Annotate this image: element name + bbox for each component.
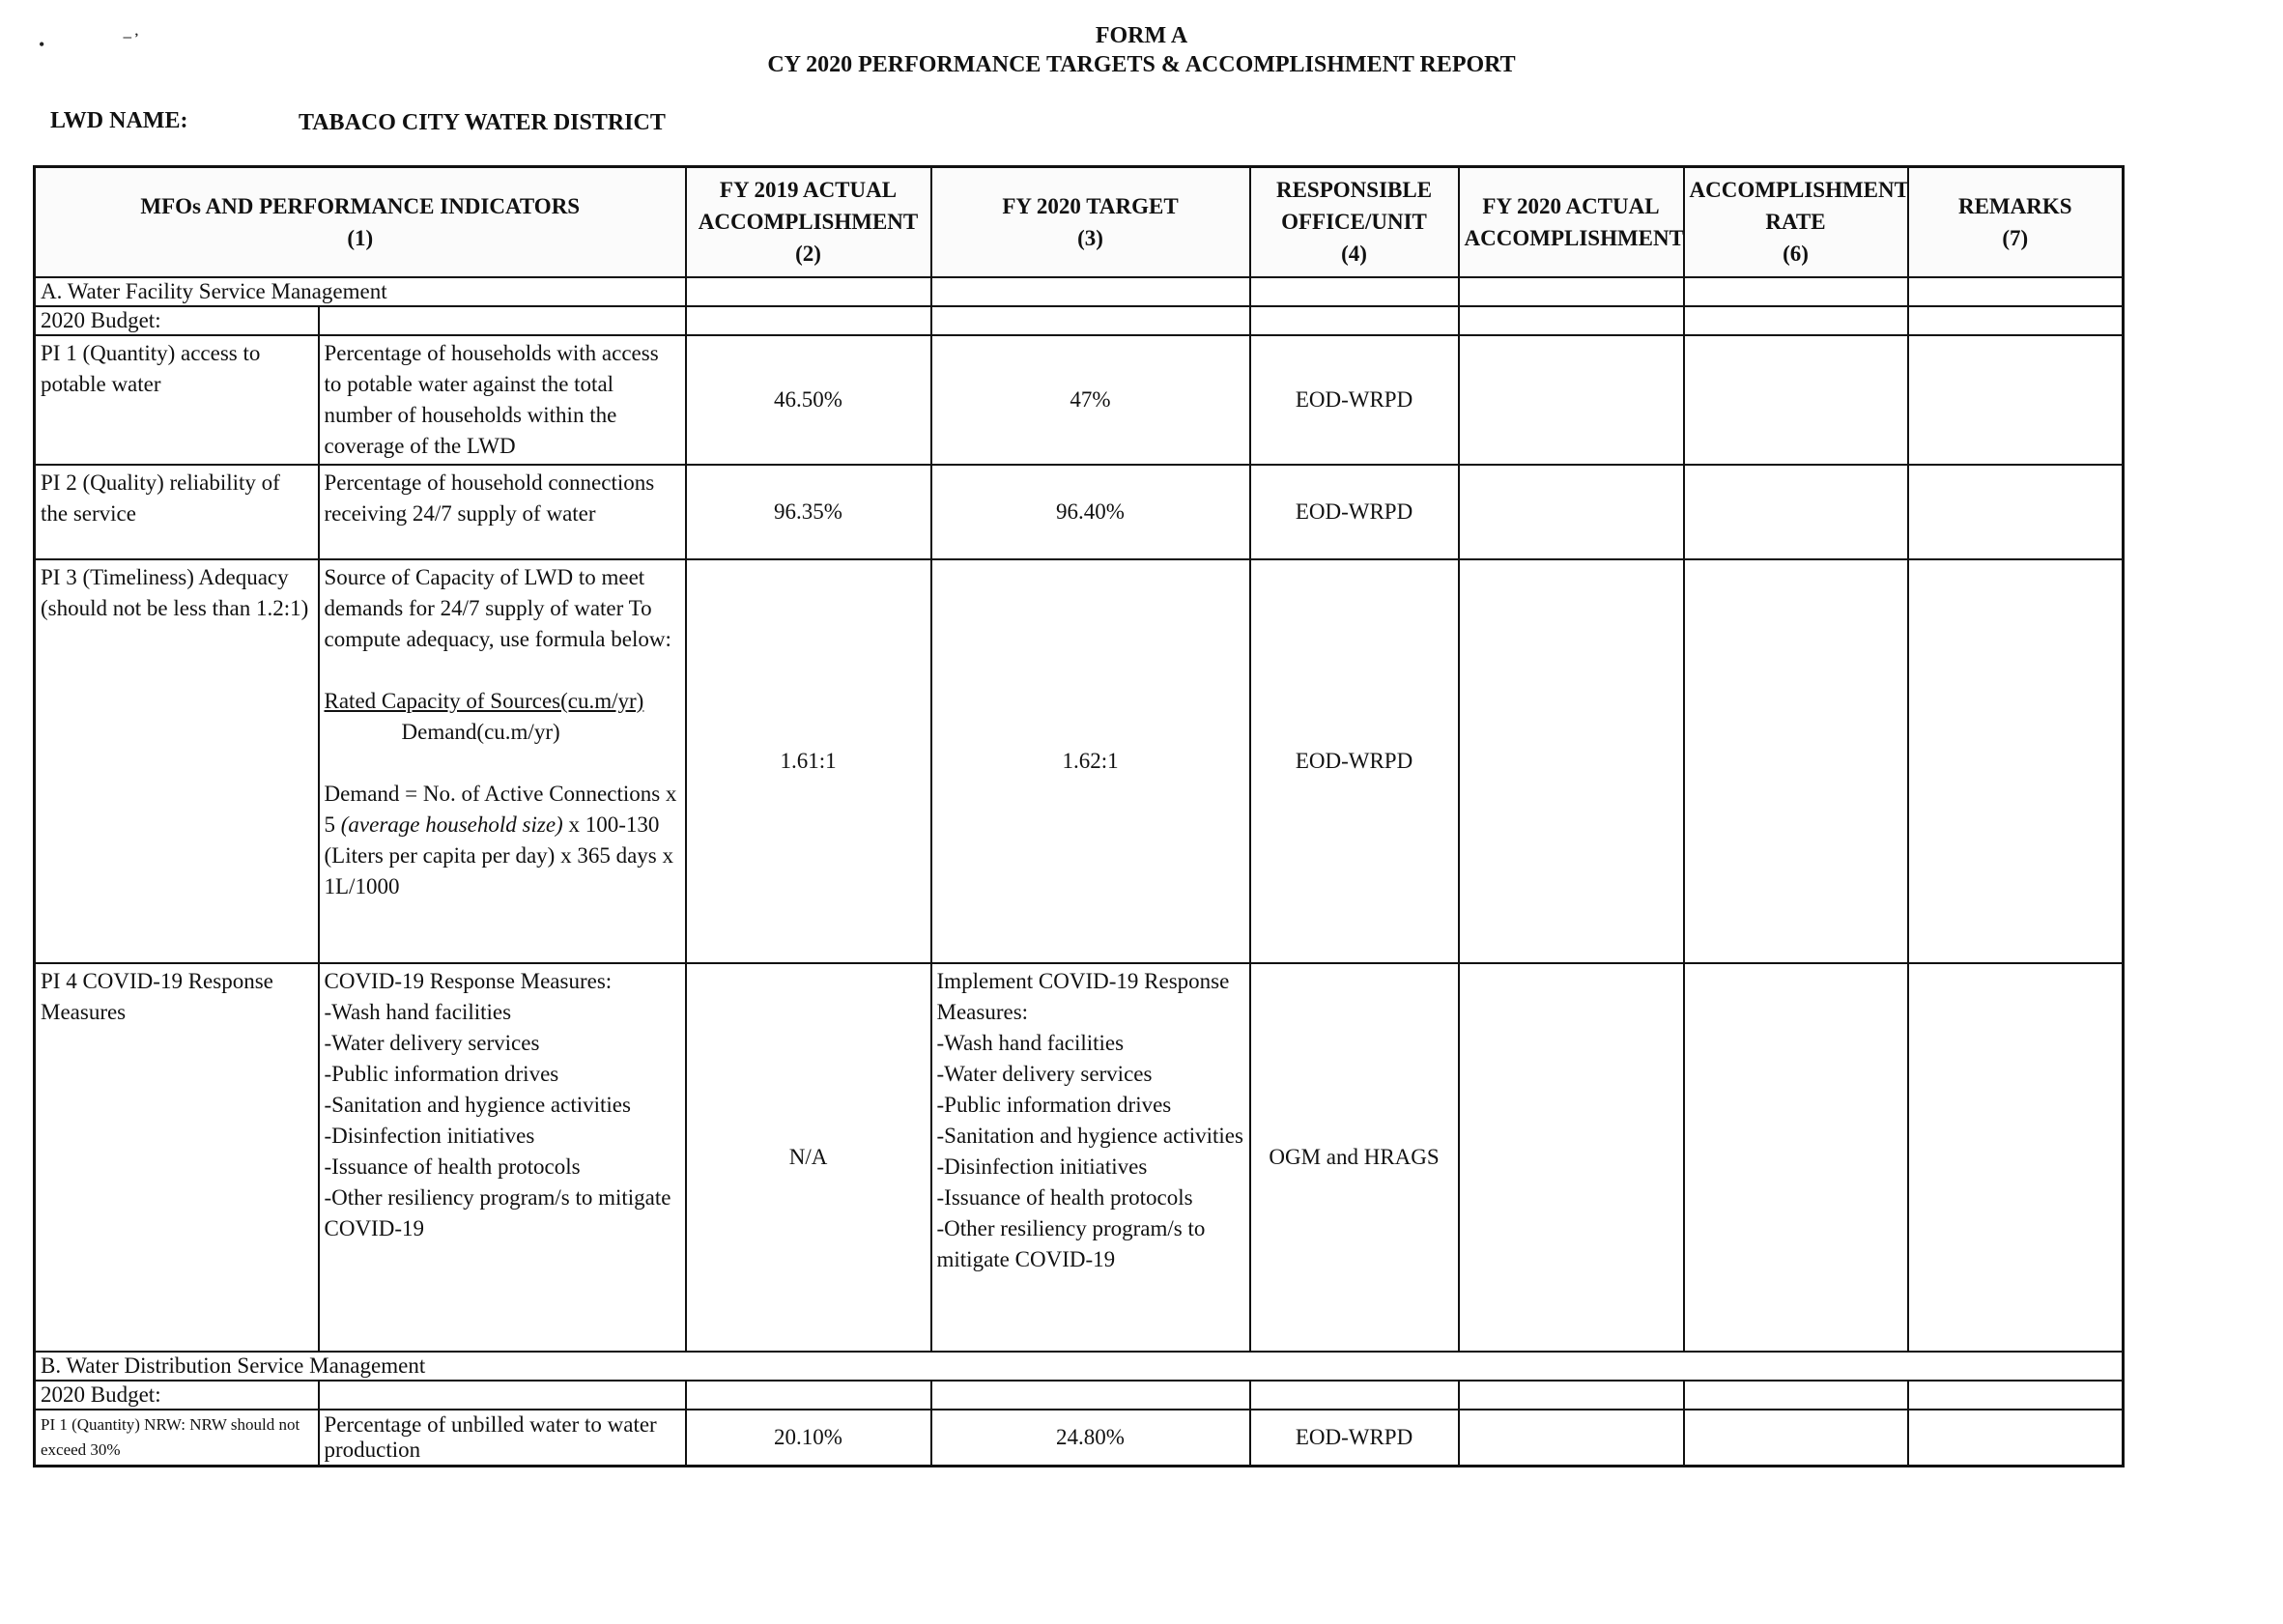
b-pi1-row: [35, 1410, 2124, 1467]
pi3-row: [35, 559, 2124, 963]
col-header-fy2020-actual: FY 2020 ACTUAL ACCOMPLISHMENT: [1459, 167, 1684, 277]
section-b-title: B. Water Distribution Service Management: [35, 1352, 2124, 1381]
col-header-office: RESPONSIBLE OFFICE/UNIT (4): [1250, 167, 1459, 277]
scan-scribble: ⁻᾿: [122, 29, 140, 53]
pi3-demand-b: x 100-130 (Liters per capita per day) x 365 days x 1L/1000: [324, 812, 673, 898]
pi1-fy2019: 46.50%: [686, 335, 931, 465]
pi4-office: OGM and HRAGS: [1250, 963, 1459, 1352]
report-title: CY 2020 PERFORMANCE TARGETS & ACCOMPLISHMENT REPORT: [767, 52, 1516, 77]
pi4-name: PI 4 COVID-19 Response Measures: [35, 963, 319, 1352]
b-pi1-office: EOD-WRPD: [1250, 1410, 1459, 1467]
b-pi1-target: 24.80%: [931, 1410, 1250, 1467]
pi1-name: PI 1 (Quantity) access to potable water: [35, 335, 319, 465]
pi2-name: PI 2 (Quality) reliability of the service: [35, 465, 319, 559]
form-label: FORM A: [1095, 23, 1188, 48]
pi4-target: Implement COVID-19 Response Measures: -Wash hand facilities -Water delivery services -Public information drives -Sanitation and hygience activities -Disinfection initiatives -Issuance of health protocols -Other resiliency program/s to mitigate COVID-19: [931, 963, 1250, 1352]
b-pi1-name: PI 1 (Quantity) NRW: NRW should not exceed 30%: [35, 1410, 319, 1467]
pi3-office: EOD-WRPD: [1250, 559, 1459, 963]
col-header-fy2019: FY 2019 ACTUAL ACCOMPLISHMENT (2): [686, 167, 931, 277]
col-header-remarks: REMARKS (7): [1908, 167, 2124, 277]
pi2-target: 96.40%: [931, 465, 1250, 559]
pi3-target: 1.62:1: [931, 559, 1250, 963]
col-header-mfo: MFOs AND PERFORMANCE INDICATORS (1): [35, 167, 686, 277]
section-b-row: [35, 1352, 2124, 1381]
col-header-rate: ACCOMPLISHMENT RATE (6): [1684, 167, 1908, 277]
b-pi1-description: Percentage of unbilled water to water production: [319, 1410, 686, 1467]
pi3-demand-italic: (average household size): [340, 812, 563, 837]
performance-table: [33, 165, 2125, 1467]
pi3-demand-a: Demand = No. of Active Connections x 5: [324, 781, 677, 837]
pi4-fy2019: N/A: [686, 963, 931, 1352]
pi3-description: Source of Capacity of LWD to meet demands for 24/7 supply of water To compute adequacy, use formula below:: [324, 564, 671, 651]
pi3-formula-denominator: Demand(cu.m/yr): [401, 719, 560, 744]
section-b-budget-row: [35, 1381, 2124, 1410]
pi2-row: [35, 465, 2124, 559]
pi3-formula-numerator: Rated Capacity of Sources(cu.m/yr): [324, 688, 644, 713]
lwd-name-value: TABACO CITY WATER DISTRICT: [299, 110, 666, 135]
scan-dot: •: [39, 35, 45, 54]
pi2-office: EOD-WRPD: [1250, 465, 1459, 559]
b-pi1-fy2019: 20.10%: [686, 1410, 931, 1467]
pi1-description: Percentage of households with access to potable water against the total number of households within the coverage of the LWD: [319, 335, 686, 465]
pi2-fy2019: 96.35%: [686, 465, 931, 559]
pi1-row: [35, 335, 2124, 465]
pi3-description-cell: [319, 559, 686, 963]
pi1-office: EOD-WRPD: [1250, 335, 1459, 465]
pi4-description: COVID-19 Response Measures: -Wash hand facilities -Water delivery services -Public information drives -Sanitation and hygience activities -Disinfection initiatives -Issuance of health protocols -Other resiliency program/s to mitigate COVID-19: [319, 963, 686, 1352]
section-a-row: [35, 277, 2124, 306]
pi4-row: [35, 963, 2124, 1352]
pi1-target: 47%: [931, 335, 1250, 465]
section-a-title: A. Water Facility Service Management: [35, 277, 686, 306]
section-a-budget-row: [35, 306, 2124, 335]
col-header-target: FY 2020 TARGET (3): [931, 167, 1250, 277]
header-row: [35, 167, 2124, 277]
section-b-budget: 2020 Budget:: [35, 1381, 319, 1410]
pi3-fy2019: 1.61:1: [686, 559, 931, 963]
section-a-budget: 2020 Budget:: [35, 306, 319, 335]
pi3-name: PI 3 (Timeliness) Adequacy (should not be less than 1.2:1): [35, 559, 319, 963]
pi2-description: Percentage of household connections receiving 24/7 supply of water: [319, 465, 686, 559]
lwd-name-label: LWD NAME:: [50, 108, 188, 133]
